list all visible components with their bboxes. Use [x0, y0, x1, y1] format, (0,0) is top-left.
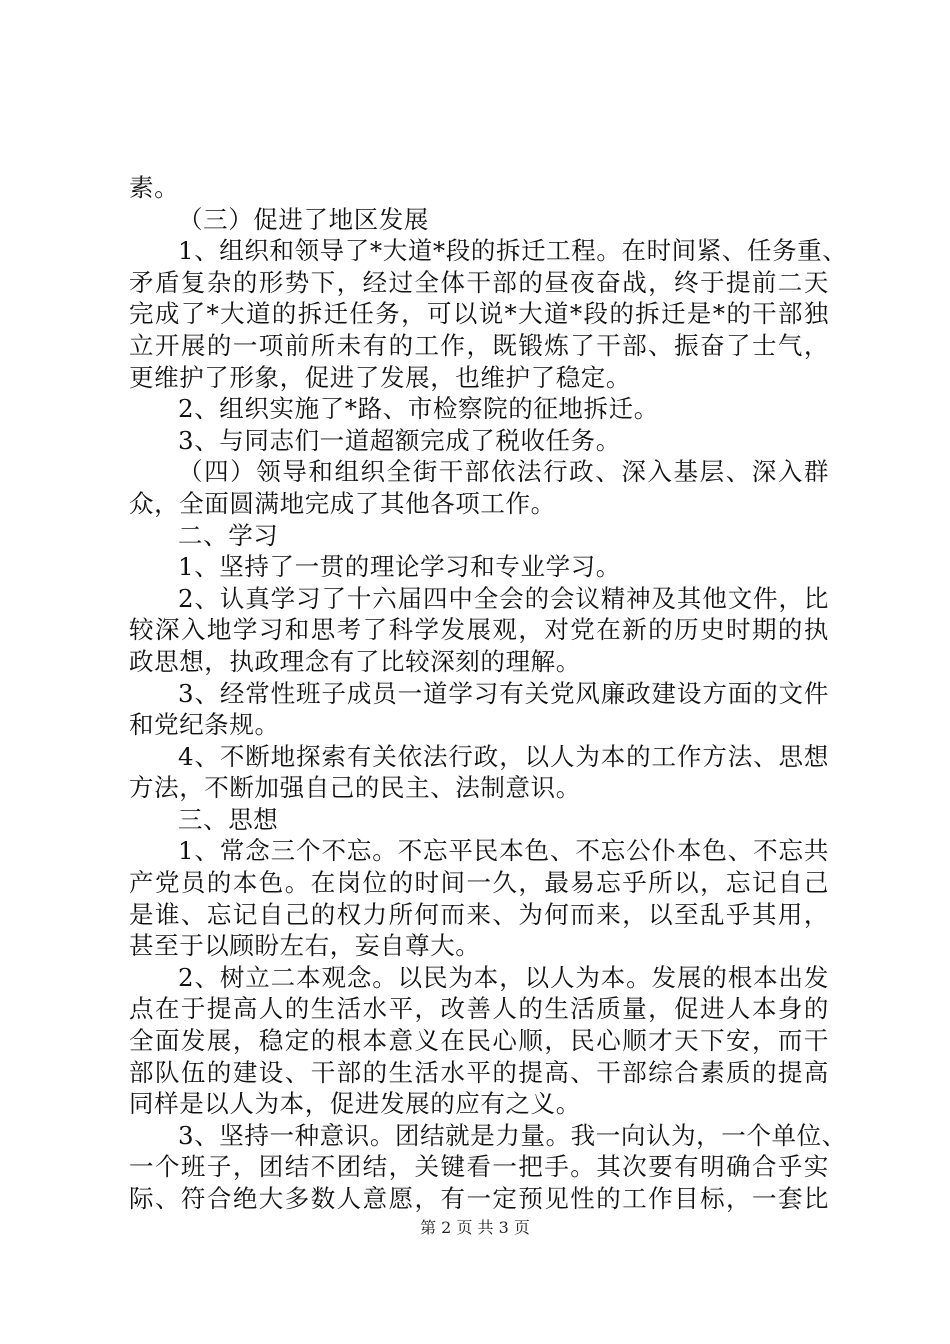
- text-line: 三、思想: [178, 804, 279, 834]
- text-line: 完成了*大道的拆迁任务，可以说*大道*段的拆迁是*的干部独: [129, 299, 829, 329]
- text-line: 3、经常性班子成员一道学习有关党风廉政建设方面的文件: [178, 678, 829, 708]
- page-footer: [0, 1218, 950, 1238]
- text-line: 更维护了形象，促进了发展，也维护了稳定。: [129, 362, 631, 392]
- text-line: 部队伍的建设、干部的生活水平的提高、干部综合素质的提高: [129, 1057, 829, 1087]
- text-line: 素。: [129, 173, 180, 202]
- text-line: （三）促进了地区发展: [178, 204, 429, 234]
- text-line: 众，全面圆满地完成了其他各项工作。: [129, 488, 556, 518]
- text-line: 同样是以人为本，促进发展的应有之义。: [129, 1089, 581, 1119]
- text-line: 和党纪条规。: [129, 710, 280, 740]
- text-line: 政思想，执政理念有了比较深刻的理解。: [129, 646, 581, 676]
- text-line: 2、组织实施了*路、市检察院的征地拆迁。: [178, 394, 659, 424]
- text-line: 甚至于以顾盼左右，妄自尊大。: [129, 931, 481, 961]
- text-line: 点在于提高人的生活水平，改善人的生活质量，促进人本身的: [129, 994, 829, 1024]
- text-line: 是谁、忘记自己的权力所何而来、为何而来，以至乱乎其用，: [129, 899, 829, 929]
- text-line: 较深入地学习和思考了科学发展观，对党在新的历史时期的执: [129, 615, 829, 645]
- text-line: 二、学习: [178, 520, 279, 550]
- document-body: [129, 172, 848, 1215]
- text-line: 3、与同志们一道超额完成了税收任务。: [178, 425, 621, 455]
- text-line: 矛盾复杂的形势下，经过全体干部的昼夜奋战，终于提前二天: [129, 267, 829, 297]
- page-number-label: 第 2 页 共 3 页: [420, 1218, 530, 1237]
- text-line: 1、常念三个不忘。不忘平民本色、不忘公仆本色、不忘共: [178, 836, 829, 866]
- text-line: 2、树立二本观念。以民为本，以人为本。发展的根本出发: [178, 962, 829, 992]
- text-line: 全面发展，稳定的根本意义在民心顺，民心顺才天下安，而干: [129, 1026, 829, 1056]
- text-line: 4、不断地探索有关依法行政，以人为本的工作方法、思想: [178, 741, 829, 771]
- text-line: 际、符合绝大多数人意愿，有一定预见性的工作目标，一套比: [129, 1184, 829, 1213]
- text-line: 立开展的一项前所未有的工作，既锻炼了干部、振奋了士气，: [129, 330, 829, 360]
- text-line: 方法，不断加强自己的民主、法制意识。: [129, 773, 581, 803]
- text-line: （四）领导和组织全街干部依法行政、深入基层、深入群: [178, 457, 829, 487]
- text-line: 1、坚持了一贯的理论学习和专业学习。: [178, 552, 621, 582]
- text-line: 一个班子，团结不团结，关键看一把手。其次要有明确合乎实: [129, 1152, 829, 1182]
- text-line: 3、坚持一种意识。团结就是力量。我一向认为，一个单位、: [178, 1120, 847, 1150]
- text-line: 2、认真学习了十六届四中全会的会议精神及其他文件，比: [178, 583, 829, 613]
- text-line: 1、组织和领导了*大道*段的拆迁工程。在时间紧、任务重、: [178, 236, 848, 266]
- text-line: 产党员的本色。在岗位的时间一久，最易忘乎所以，忘记自己: [129, 868, 829, 898]
